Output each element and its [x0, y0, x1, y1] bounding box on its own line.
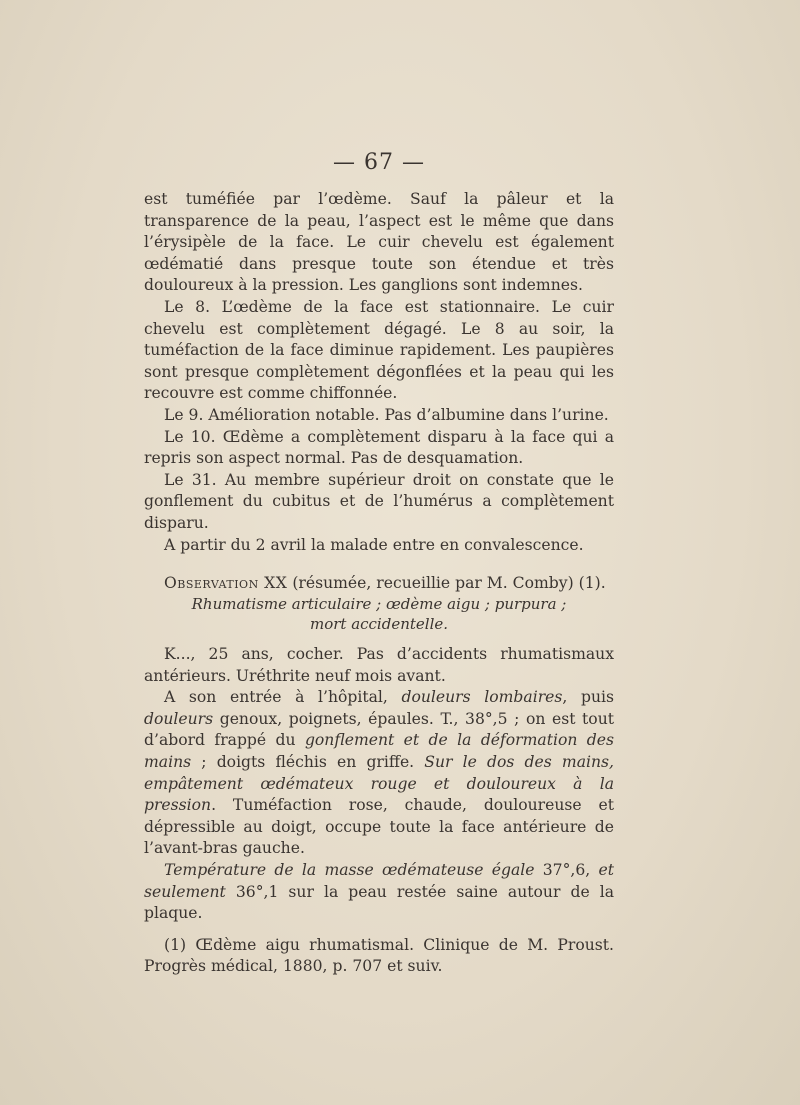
footnote: (1) Œdème aigu rhumatismal. Clinique de M. Proust. Progrès médical, 1880, p. 707 et suiv.	[144, 935, 614, 976]
observation-rest: (résumée, recueillie par M. Comby) (1).	[287, 574, 606, 593]
p9-d: 36°,1 sur la peau restée saine autour de la plaque.	[144, 882, 614, 923]
page-body	[144, 150, 614, 978]
p9-a: Température de la masse œdémateuse égale	[164, 861, 535, 880]
observation-label: Observation XX	[164, 574, 288, 593]
paragraph-9	[144, 860, 614, 925]
observation-subtitle-2: mort accidentelle.	[309, 615, 449, 634]
p9-b: 37°,6,	[534, 861, 599, 880]
p9-c: et seulement	[144, 861, 614, 901]
paragraph-1: est tuméfiée par l’œdème. Sauf la pâleur et la transparence de la peau, l’aspect est le même que dans l’érysipèle de la face. Le cuir chevelu est également œdématié dans presque toute son étendue et très douloureux à la pression. Les ganglions sont indemnes.	[144, 190, 614, 295]
paragraph-7: K..., 25 ans, cocher. Pas d’accidents rhumatismaux antérieurs. Uréthrite neuf mois avant.	[144, 645, 614, 685]
observation-title	[144, 572, 614, 594]
paragraph-5: Le 31. Au membre supérieur droit on constate que le gonflement du cubitus et de l’humérus a complètement disparu.	[144, 470, 614, 532]
observation-subtitle-1: Rhumatisme articulaire ; œdème aigu ; purpura ;	[191, 595, 567, 614]
paragraph-4: Le 10. Œdème a complètement disparu à la face qui a repris son aspect normal. Pas de desquamation.	[144, 427, 614, 468]
paragraph-6: A partir du 2 avril la malade entre en convalescence.	[164, 535, 584, 554]
p8-i: . Tuméfaction rose, chaude, douloureuse et dépressible au doigt, occupe toute la face antérieure de l’avant-bras gauche.	[144, 796, 614, 858]
p8-a: A son entrée à l’hôpital,	[164, 688, 402, 707]
p8-f: gonflement et de la déformation des mains	[144, 731, 615, 772]
p8-h: Sur le dos des mains, empâtement œdémateux rouge et douloureux à la pression	[144, 753, 614, 815]
paragraph-8	[144, 687, 614, 860]
paragraph-2: Le 8. L’œdème de la face est stationnaire. Le cuir chevelu est complètement dégagé. Le 8 au soir, la tuméfaction de la face diminue rapidement. Les paupières sont presque complètement dégonflées et la peau qui les recouvre est comme chiffonnée.	[144, 297, 614, 403]
page-number: — 67 —	[333, 150, 425, 175]
p8-d: douleurs	[144, 709, 214, 728]
p8-c: , puis	[562, 688, 615, 707]
p8-e: genoux, poignets, épaules. T., 38°,5 ; on est tout d’abord frappé du	[144, 709, 614, 750]
p8-g: ; doigts fléchis en griffe.	[191, 753, 425, 772]
p8-b: douleurs lombaires	[401, 688, 563, 707]
paragraph-3: Le 9. Amélioration notable. Pas d’albumine dans l’urine.	[164, 405, 609, 424]
